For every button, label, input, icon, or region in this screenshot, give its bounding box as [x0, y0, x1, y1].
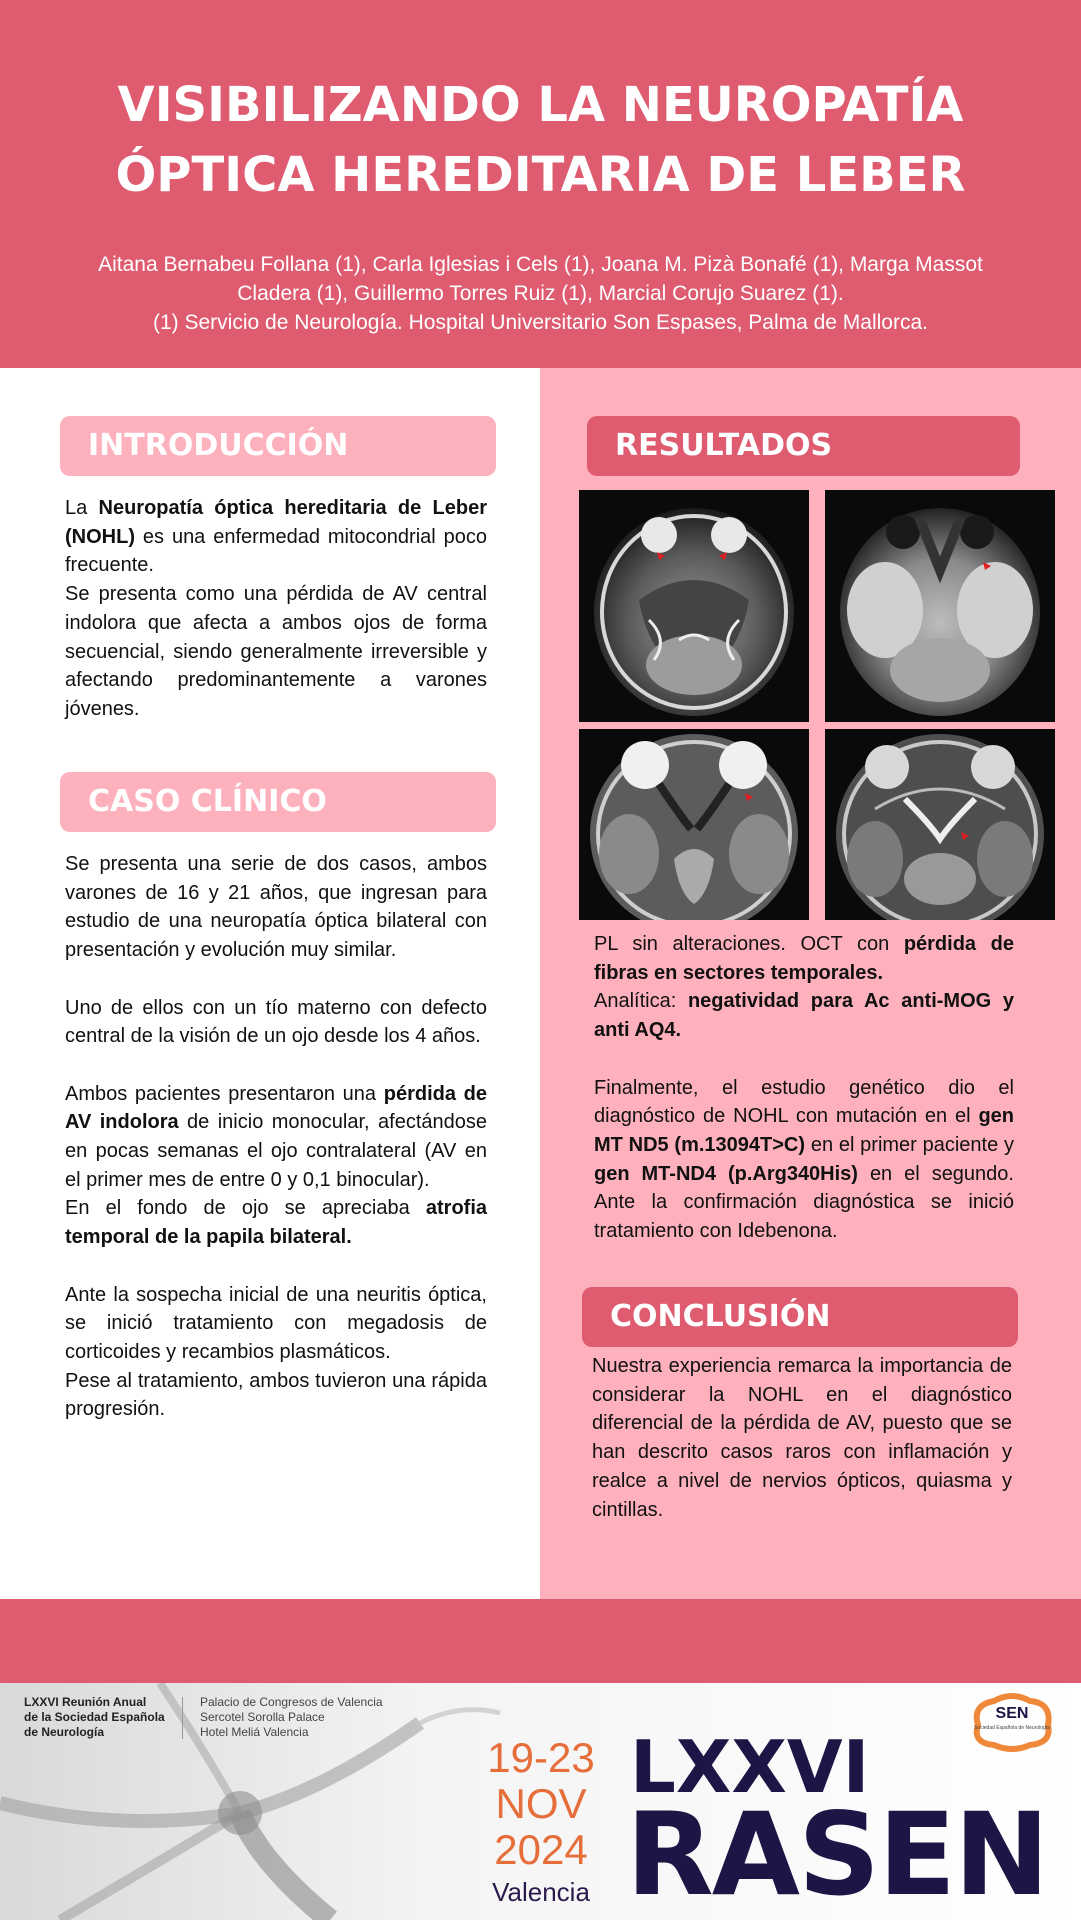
caso-paragraph-4: En el fondo de ojo se apreciaba atrofia temporal de la papila bilateral.	[65, 1197, 487, 1249]
caso-paragraph-5: Ante la sospecha inicial de una neuritis óptica, se inició tratamiento con megadosis de corticoides y recambios plasmáticos.	[65, 1283, 487, 1363]
poster-header	[0, 0, 1081, 368]
title-line-1: VISIBILIZANDO LA NEUROPATÍA	[117, 77, 964, 133]
conclusion-paragraph: Nuestra experiencia remarca la importancia de considerar la NOHL en el diagnóstico diferencial de la pérdida de AV, puesto que se han descrito casos raros con inflamación y realce a nivel de nervios ópticos, quiasma y cintillas.	[592, 1355, 1012, 1521]
caso-paragraph-2: Uno de ellos con un tío materno con defecto central de la visión de un ojo desde los 4 años.	[65, 996, 487, 1048]
caso-paragraph-1: Se presenta una serie de dos casos, ambos varones de 16 y 21 años, que ingresan para estudio de una neuropatía óptica bilateral con presentación y evolución muy similar.	[65, 853, 487, 962]
congress-venues: Palacio de Congresos de Valencia Sercotel Sorolla Palace Hotel Meliá Valencia	[200, 1695, 383, 1739]
mri-axial-t2-chiasm-graphic	[825, 729, 1055, 920]
congress-banner	[0, 1683, 1081, 1920]
mri-axial-t2-optic-nerves-graphic	[579, 729, 809, 920]
mri-axial-t2-chiasm-image	[825, 729, 1055, 920]
event-name: RASEN	[626, 1788, 1048, 1920]
mri-axial-t2-orbits-image	[579, 490, 809, 722]
sen-logo-subtitle: Sociedad Española de Neurología	[974, 1725, 1050, 1731]
mri-axial-t2-optic-nerves-image	[579, 729, 809, 920]
congress-city: Valencia	[492, 1877, 590, 1907]
authors-line-2: Cladera (1), Guillermo Torres Ruiz (1), Marcial Corujo Suarez (1).	[237, 282, 844, 305]
introduccion-paragraph-2: Se presenta como una pérdida de AV central indolora que afecta a ambos ojos de forma secuencial, siendo generalmente irreversible y afectando predominantemente a varones jóvenes.	[65, 583, 487, 720]
congress-dates: 19-23 NOV 2024	[487, 1734, 595, 1873]
resultados-paragraph-2: Analítica: negatividad para Ac anti-MOG y anti AQ4.	[594, 990, 1014, 1042]
affiliation: (1) Servicio de Neurología. Hospital Universitario Son Espases, Palma de Mallorca.	[152, 311, 928, 334]
resultados-paragraph-3: Finalmente, el estudio genético dio el diagnóstico de NOHL con mutación en el gen MT ND5 (m.13094T>C) en el primer paciente y gen MT-ND4 (p.Arg340His) en el segundo. Ante la confirmación diagnóstica se inició tratamiento con Idebenona.	[594, 1076, 1014, 1243]
caso-clinico-heading: CASO CLÍNICO	[60, 772, 496, 832]
poster-title	[0, 70, 1081, 210]
resultados-heading: RESULTADOS	[587, 416, 1020, 476]
resultados-paragraph-1: PL sin alteraciones. OCT con pérdida de fibras en sectores temporales.	[594, 933, 1014, 984]
caso-paragraph-6: Pese al tratamiento, ambos tuvieron una rápida progresión.	[65, 1369, 487, 1421]
sen-logo-text: SEN	[995, 1705, 1029, 1722]
caso-paragraph-3: Ambos pacientes presentaron una pérdida de AV indolora de inicio monocular, afectándose en pocas semanas el ojo contralateral (AV en el primer mes de entre 0 y 0,1 binocular).	[65, 1082, 487, 1191]
congress-org-name: LXXVI Reunión Anual de la Sociedad Española de Neurología	[24, 1695, 165, 1739]
introduccion-text	[65, 494, 487, 724]
caso-clinico-text	[65, 850, 487, 1424]
mri-axial-flair-orbits-graphic	[825, 490, 1055, 722]
mri-axial-t2-orbits-graphic	[579, 490, 809, 722]
introduccion-paragraph-1: La Neuropatía óptica hereditaria de Leber (NOHL) es una enfermedad mitocondrial poco frecuente.	[65, 497, 487, 577]
introduccion-heading: INTRODUCCIÓN	[60, 416, 496, 476]
footer-band	[0, 1599, 1081, 1683]
mri-axial-flair-orbits-image	[825, 490, 1055, 722]
resultados-text	[594, 930, 1014, 1246]
conclusion-text	[592, 1352, 1012, 1524]
authors-line-1: Aitana Bernabeu Follana (1), Carla Iglesias i Cels (1), Joana M. Pizà Bonafé (1), Marga Massot	[98, 253, 983, 276]
event-number: LXXVI	[630, 1725, 870, 1809]
authors-block	[70, 250, 1011, 337]
title-line-2: ÓPTICA HEREDITARIA DE LEBER	[115, 147, 966, 203]
banner-divider	[182, 1697, 183, 1739]
conclusion-heading: CONCLUSIÓN	[582, 1287, 1018, 1347]
